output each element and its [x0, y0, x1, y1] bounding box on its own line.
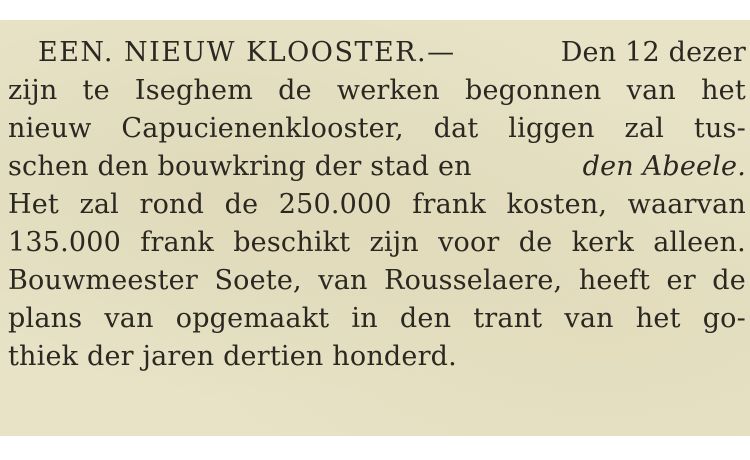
word: er	[666, 265, 696, 296]
article-headline: EEN. NIEUW KLOOSTER.—	[38, 37, 456, 68]
word: Capucienenklooster,	[121, 113, 404, 144]
word: te	[82, 75, 110, 106]
word: de	[712, 265, 746, 296]
word: frank	[140, 227, 214, 258]
word: Het	[8, 189, 59, 220]
word: kerk	[571, 227, 635, 258]
article-line-7	[8, 262, 746, 300]
word: de	[224, 189, 259, 220]
word: het	[635, 303, 681, 334]
word: 250.000	[278, 189, 392, 220]
word: van	[626, 75, 676, 106]
article-line-2	[8, 72, 746, 110]
word: Soete,	[214, 265, 302, 296]
word: den	[399, 303, 452, 334]
article-line-4-text: schen den bouwkring der stad en	[8, 151, 472, 182]
article-line-1	[8, 34, 746, 72]
word: van	[104, 303, 154, 334]
word: 135.000	[8, 227, 122, 258]
word: in	[351, 303, 378, 334]
word: dat	[433, 113, 479, 144]
word: de	[278, 75, 312, 106]
newspaper-clipping	[0, 20, 750, 436]
word: Bouwmeester	[8, 265, 198, 296]
word: frank	[412, 189, 487, 220]
word: nieuw	[8, 113, 92, 144]
word: liggen	[508, 113, 595, 144]
word: Iseghem	[134, 75, 254, 106]
word: zal	[79, 189, 120, 220]
word: heeft	[578, 265, 651, 296]
word: alleen.	[653, 227, 746, 258]
word: begonnen	[464, 75, 602, 106]
word: kosten,	[506, 189, 608, 220]
article-line-1-text: Den 12 dezer	[560, 37, 746, 68]
word: beschikt	[233, 227, 351, 258]
word: zijn	[369, 227, 419, 258]
word: zijn	[8, 75, 58, 106]
word: Rousselaere,	[384, 265, 563, 296]
word: de	[518, 227, 553, 258]
word: het	[701, 75, 746, 106]
word: tus-	[693, 113, 746, 144]
word: go-	[702, 303, 746, 334]
article-line-5	[8, 186, 746, 224]
place-name-italic: den Abeele.	[582, 151, 746, 182]
word: van	[318, 265, 368, 296]
article-line-6	[8, 224, 746, 262]
article-line-8	[8, 300, 746, 338]
word: voor	[438, 227, 500, 258]
word: zal	[624, 113, 665, 144]
article-line-4	[8, 148, 746, 186]
word: van	[564, 303, 614, 334]
article-line-9: thiek der jaren dertien honderd.	[8, 341, 457, 372]
word: trant	[473, 303, 543, 334]
word: opgemaakt	[175, 303, 330, 334]
word: plans	[8, 303, 83, 334]
article-text	[8, 34, 746, 376]
word: rond	[139, 189, 205, 220]
word: waarvan	[627, 189, 746, 220]
word: werken	[336, 75, 440, 106]
article-line-3	[8, 110, 746, 148]
